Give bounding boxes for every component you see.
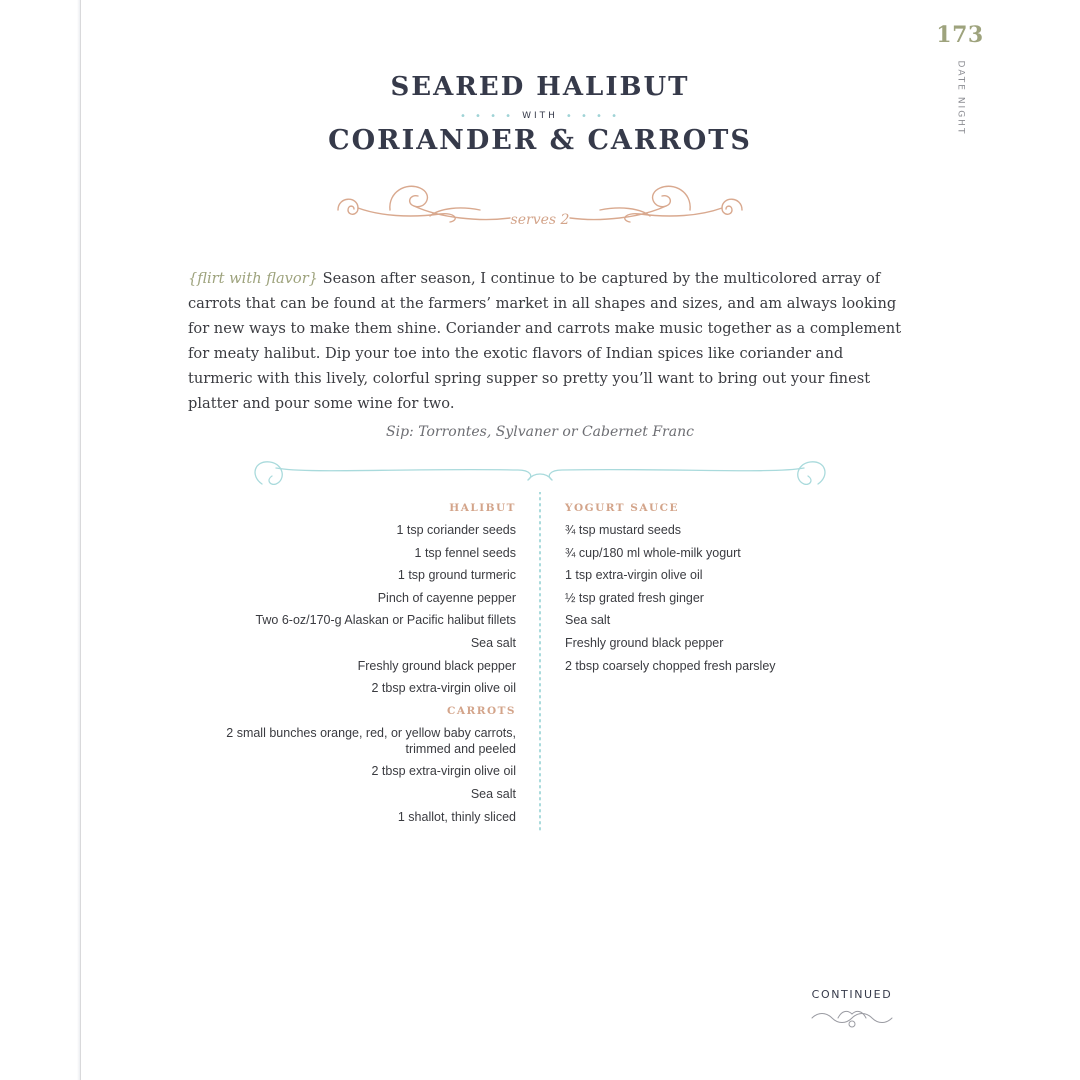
ingredient-item: [200, 725, 516, 757]
decorative-dots-left: • • • •: [459, 110, 515, 122]
recipe-title-line1: SEARED HALIBUT: [390, 72, 690, 102]
ingredient-item: 1 tsp fennel seeds: [414, 545, 516, 560]
recipe-title-line2: CORIANDER & CARROTS: [328, 125, 752, 156]
section-label: DATE NIGHT: [955, 60, 965, 136]
ingredient-item: 2 tbsp extra-virgin olive oil: [371, 681, 516, 696]
ingredient-item: Sea salt: [470, 635, 516, 650]
ingredient-item: 2 tbsp extra-virgin olive oil: [371, 764, 516, 779]
yogurt-sauce-heading: YOGURT SAUCE: [565, 502, 680, 514]
title-connector-row: [440, 108, 640, 124]
ingredient-item: Freshly ground black pepper: [357, 658, 516, 673]
ingredient-item: 2 tbsp coarsely chopped fresh parsley: [565, 658, 776, 673]
ingredient-item: 1 shallot, thinly sliced: [397, 809, 516, 824]
ingredient-line: trimmed and peeled: [405, 741, 516, 756]
ingredient-item: ½ tsp grated fresh ginger: [565, 590, 704, 605]
ingredients-right-column: [565, 500, 895, 680]
ingredient-item: Freshly ground black pepper: [565, 635, 724, 650]
intro-kicker: {flirt with flavor}: [188, 270, 318, 287]
ingredient-item: ¾ cup/180 ml whole-milk yogurt: [565, 545, 741, 560]
ingredient-item: Sea salt: [565, 613, 611, 628]
column-divider: [537, 492, 543, 834]
wine-pairing: Sip: Torrontes, Sylvaner or Cabernet Franc: [386, 424, 694, 440]
ingredients-left-column: [200, 500, 516, 831]
recipe-intro: [188, 266, 904, 416]
serves-label: serves 2: [510, 212, 570, 228]
ingredient-line: 2 small bunches orange, red, or yellow baby carrots,: [226, 725, 516, 740]
ingredient-item: 1 tsp ground turmeric: [397, 568, 516, 583]
serves-flourish: [330, 178, 750, 238]
ingredient-item: Sea salt: [470, 786, 516, 801]
carrots-heading: CARROTS: [447, 704, 516, 717]
ingredient-item: 1 tsp extra-virgin olive oil: [565, 568, 703, 583]
section-tab: [952, 58, 968, 138]
intro-text: Season after season, I continue to be captured by the multicolored array of carrots that can be found at the farmers’ market in all shapes and sizes, and am always looking for new ways to make them shine. Coriander and carrots make music together as a complement for meaty halibut. Dip your toe into the exotic flavors of Indian spices like coriander and turmeric with this lively, colorful spring supper so pretty you’ll want to bring out your finest platter and pour some wine for two.: [188, 270, 902, 412]
ingredient-item: ¾ tsp mustard seeds: [565, 523, 682, 537]
ingredient-item: Two 6-oz/170-g Alaskan or Pacific halibut fillets: [255, 613, 516, 628]
page-number: 173: [936, 22, 984, 48]
title-connector: WITH: [522, 111, 558, 121]
halibut-heading: HALIBUT: [449, 502, 516, 514]
continued-label: CONTINUED: [811, 988, 893, 1001]
decorative-dots-right: • • • •: [565, 110, 621, 122]
continued-flourish: [808, 1006, 896, 1030]
ingredient-item: 1 tsp coriander seeds: [396, 523, 516, 537]
ingredient-item: Pinch of cayenne pepper: [377, 590, 516, 605]
book-binding-edge: [0, 0, 81, 1080]
